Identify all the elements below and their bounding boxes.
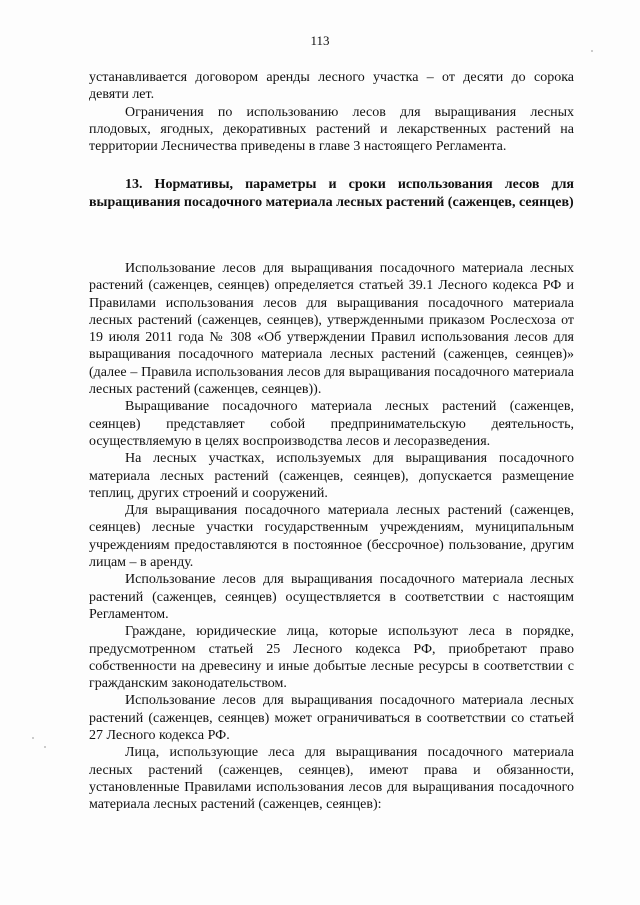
paragraph: Граждане, юридические лица, которые используют леса в порядке, предусмотренном статьей 25 Лесного кодекса РФ, приобретают право собственности на древесину и иные добытые лесные ресурсы в соответствии с гражданским законодательством. (89, 624, 574, 692)
scan-speck (591, 50, 593, 52)
section-heading: 13. Нормативы, параметры и сроки использования лесов для выращивания посадочного материала лесных растений (саженцев, сеянцев) (89, 177, 574, 210)
section-heading-block (89, 176, 574, 212)
scan-speck (32, 737, 34, 739)
paragraph: Использование лесов для выращивания посадочного материала лесных растений (саженцев, сеянцев) определяется статьей 39.1 Лесного кодекса РФ и Правилами использования лесов для выращивания посадочного материала лесных растений (саженцев, сеянцев), утвержденными приказом Рослесхоза от 19 июля 2011 года № 308 «Об утверждении Правил использования лесов для выращивания посадочного материала лесных растений (саженцев, сеянцев)» (далее – Правила использования лесов для выращивания посадочного материала лесных растений (саженцев, сеянцев)). (89, 261, 574, 398)
paragraph: Для выращивания посадочного материала лесных растений (саженцев, сеянцев) лесные участки государственным учреждениям, муниципальным учреждениям предоставляются в постоянное (бессрочное) пользование, другим лицам – в аренду. (89, 503, 574, 571)
scan-speck (44, 746, 46, 748)
section-body (89, 260, 574, 814)
paragraph: Использование лесов для выращивания посадочного материала лесных растений (саженцев, сеянцев) может ограничиваться в соответствии со статьей 27 Лесного кодекса РФ. (89, 693, 574, 744)
paragraph: Лица, использующие леса для выращивания посадочного материала лесных растений (саженцев, сеянцев), имеют права и обязанности, установленные Правилами использования лесов для выращивания посадочного материала лесных растений (саженцев, сеянцев): (89, 745, 574, 813)
paragraph: Выращивание посадочного материала лесных растений (саженцев, сеянцев) представляет собой предпринимательскую деятельность, осуществляемую в целях воспроизводства лесов и лесоразведения. (89, 399, 574, 449)
page-number: 113 (310, 33, 330, 48)
paragraph: Ограничения по использованию лесов для выращивания лесных плодовых, ягодных, декоративных растений и лекарственных растений на территории Лесничества приведены в главе 3 настоящего Регламента. (89, 104, 574, 155)
lead-text-block (89, 69, 574, 155)
paragraph: Использование лесов для выращивания посадочного материала лесных растений (саженцев, сеянцев) осуществляется в соответствии с настоящим Регламентом. (89, 572, 574, 622)
paragraph-continuation: устанавливается договором аренды лесного участка – от десяти до сорока девяти лет. (89, 70, 574, 103)
paragraph: На лесных участках, используемых для выращивания посадочного материала лесных растений (саженцев, сеянцев), допускается размещение теплиц, других строений и сооружений. (89, 451, 574, 501)
